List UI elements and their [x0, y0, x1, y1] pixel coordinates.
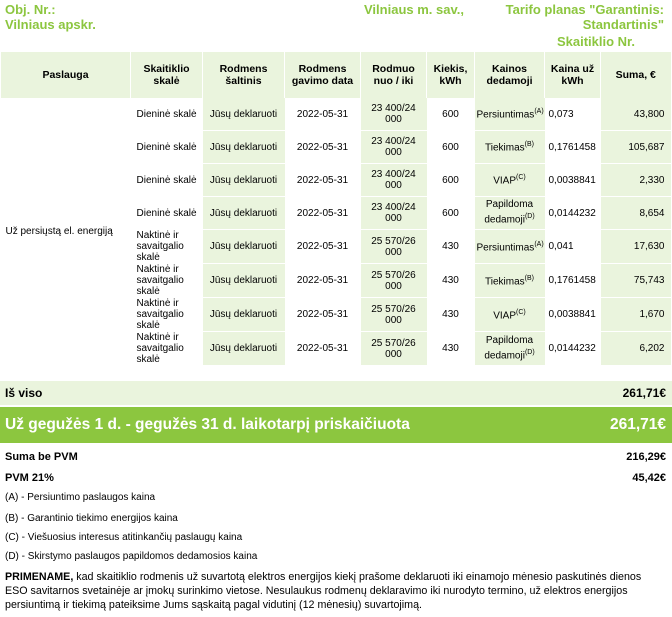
- reminder-bold: PRIMENAME,: [5, 571, 74, 583]
- price-cell: 0,1761458: [545, 131, 601, 164]
- reading-cell: 25 570/26 000: [361, 332, 427, 366]
- col-header-price: Kaina už kWh: [545, 52, 601, 98]
- quantity-cell: 430: [427, 230, 475, 264]
- source-cell: Jūsų deklaruoti: [203, 164, 285, 197]
- component-label: Papildoma dedamoji: [484, 334, 534, 362]
- component-cell: [475, 98, 545, 131]
- date-cell: 2022-05-31: [285, 298, 361, 332]
- table-row: [1, 98, 671, 131]
- quantity-cell: 600: [427, 98, 475, 131]
- reading-cell: 25 570/26 000: [361, 230, 427, 264]
- component-mark: (C): [516, 174, 526, 182]
- component-cell: [475, 332, 545, 366]
- date-cell: 2022-05-31: [285, 332, 361, 366]
- component-cell: [475, 164, 545, 197]
- total-value: 261,71€: [622, 386, 666, 400]
- price-cell: 0,1761458: [545, 264, 601, 298]
- quantity-cell: 600: [427, 197, 475, 230]
- sum-no-vat-value: 216,29€: [626, 451, 666, 463]
- source-cell: Jūsų deklaruoti: [203, 131, 285, 164]
- reading-cell: 23 400/24 000: [361, 164, 427, 197]
- component-label: Persiuntimas: [476, 109, 535, 121]
- scale-cell: Naktinė ir savaitgalio skalė: [131, 264, 203, 298]
- note-b: (B) - Garantinio tiekimo energijos kaina: [5, 513, 178, 524]
- scale-cell: Dieninė skalė: [131, 164, 203, 197]
- tariff-plan-line2: Standartinis": [582, 17, 664, 32]
- quantity-cell: 430: [427, 298, 475, 332]
- header: [0, 0, 672, 50]
- vat-label: PVM 21%: [5, 472, 54, 484]
- component-label: Papildoma dedamoji: [484, 199, 534, 226]
- source-cell: Jūsų deklaruoti: [203, 197, 285, 230]
- source-cell: Jūsų deklaruoti: [203, 230, 285, 264]
- sum-cell: 6,202: [601, 332, 671, 366]
- price-cell: 0,0144232: [545, 332, 601, 366]
- charges-table: [0, 52, 671, 366]
- note-d: (D) - Skirstymo paslaugos papildomos dedamosios kaina: [5, 551, 258, 562]
- component-mark: (A): [534, 240, 544, 248]
- scale-cell: Dieninė skalė: [131, 98, 203, 131]
- sum-no-vat-label: Suma be PVM: [5, 451, 78, 463]
- scale-cell: Naktinė ir savaitgalio skalė: [131, 230, 203, 264]
- component-cell: [475, 230, 545, 264]
- date-cell: 2022-05-31: [285, 197, 361, 230]
- component-mark: (C): [516, 308, 526, 316]
- price-cell: 0,0038841: [545, 164, 601, 197]
- scale-cell: Naktinė ir savaitgalio skalė: [131, 332, 203, 366]
- source-cell: Jūsų deklaruoti: [203, 332, 285, 366]
- component-mark: (D): [524, 213, 535, 221]
- scale-cell: Dieninė skalė: [131, 131, 203, 164]
- reading-cell: 23 400/24 000: [361, 197, 427, 230]
- scale-cell: Dieninė skalė: [131, 197, 203, 230]
- service-name: Už persiųstą el. energiją: [1, 98, 131, 366]
- component-label: Tiekimas: [485, 276, 525, 288]
- quantity-cell: 430: [427, 264, 475, 298]
- col-header-date: Rodmens gavimo data: [285, 52, 361, 98]
- table-header-row: [1, 52, 671, 98]
- col-header-sum: Suma, €: [601, 52, 671, 98]
- reading-cell: 23 400/24 000: [361, 131, 427, 164]
- reading-cell: 25 570/26 000: [361, 264, 427, 298]
- sum-cell: 2,330: [601, 164, 671, 197]
- date-cell: 2022-05-31: [285, 264, 361, 298]
- price-cell: 0,041: [545, 230, 601, 264]
- component-mark: (B): [524, 141, 534, 149]
- sum-cell: 105,687: [601, 131, 671, 164]
- source-cell: Jūsų deklaruoti: [203, 298, 285, 332]
- date-cell: 2022-05-31: [285, 98, 361, 131]
- sum-cell: 8,654: [601, 197, 671, 230]
- col-header-service: Paslauga: [1, 52, 131, 98]
- region-label: Vilniaus apskr.: [5, 17, 96, 32]
- sum-cell: 17,630: [601, 230, 671, 264]
- vat-value: 45,42€: [632, 472, 666, 484]
- component-mark: (D): [524, 348, 535, 356]
- reading-cell: 25 570/26 000: [361, 298, 427, 332]
- date-cell: 2022-05-31: [285, 131, 361, 164]
- component-cell: [475, 131, 545, 164]
- component-label: VIAP: [493, 310, 517, 322]
- period-label: Už gegužės 1 d. - gegužės 31 d. laikotarpį priskaičiuota: [5, 416, 410, 433]
- source-cell: Jūsų deklaruoti: [203, 264, 285, 298]
- period-band: [0, 407, 672, 443]
- component-label: Tiekimas: [485, 142, 525, 154]
- scale-cell: Naktinė ir savaitgalio skalė: [131, 298, 203, 332]
- col-header-source: Rodmens šaltinis: [203, 52, 285, 98]
- object-number-label: Obj. Nr.:: [5, 2, 56, 17]
- municipality-label: Vilniaus m. sav.,: [364, 2, 464, 17]
- source-cell: Jūsų deklaruoti: [203, 98, 285, 131]
- total-label: Iš viso: [5, 386, 43, 400]
- col-header-component: Kainos dedamoji: [475, 52, 545, 98]
- period-value: 261,71€: [609, 416, 666, 433]
- date-cell: 2022-05-31: [285, 164, 361, 197]
- component-mark: (B): [524, 274, 534, 282]
- note-a: (A) - Persiuntimo paslaugos kaina: [5, 492, 156, 503]
- price-cell: 0,073: [545, 98, 601, 131]
- meter-number-label: Skaitiklio Nr.: [556, 34, 635, 49]
- price-cell: 0,0144232: [545, 197, 601, 230]
- price-cell: 0,0038841: [545, 298, 601, 332]
- note-c: (C) - Viešuosius interesus atitinkančių paslaugų kaina: [5, 532, 243, 543]
- component-cell: [475, 197, 545, 230]
- col-header-scale: Skaitiklio skalė: [131, 52, 203, 98]
- component-label: VIAP: [493, 175, 517, 187]
- quantity-cell: 430: [427, 332, 475, 366]
- quantity-cell: 600: [427, 131, 475, 164]
- date-cell: 2022-05-31: [285, 230, 361, 264]
- reminder-paragraph: [5, 570, 665, 612]
- sum-cell: 43,800: [601, 98, 671, 131]
- col-header-quantity: Kiekis, kWh: [427, 52, 475, 98]
- tariff-plan-line1: Tarifo planas "Garantinis:: [505, 2, 664, 17]
- reminder-text: kad skaitiklio rodmenis už suvartotą elektros energijos kiekį prašome deklaruoti iki einamojo mėnesio paskutinės dienos ESO savitarnos svetainėje ar įmokų surinkimo vietose. Nesulaukus rodmenų deklaravimo iki nurodyto termino, už elektros energijos persiuntimą ir tiekimą pateiksime Jums sąskaitą pagal vidutinį (12 mėnesių) suvartojimą.: [5, 571, 642, 611]
- sum-cell: 75,743: [601, 264, 671, 298]
- quantity-cell: 600: [427, 164, 475, 197]
- col-header-reading: Rodmuo nuo / iki: [361, 52, 427, 98]
- component-cell: [475, 298, 545, 332]
- total-row: [0, 381, 672, 405]
- component-label: Persiuntimas: [476, 242, 535, 254]
- reading-cell: 23 400/24 000: [361, 98, 427, 131]
- component-cell: [475, 264, 545, 298]
- sum-cell: 1,670: [601, 298, 671, 332]
- component-mark: (A): [534, 108, 544, 116]
